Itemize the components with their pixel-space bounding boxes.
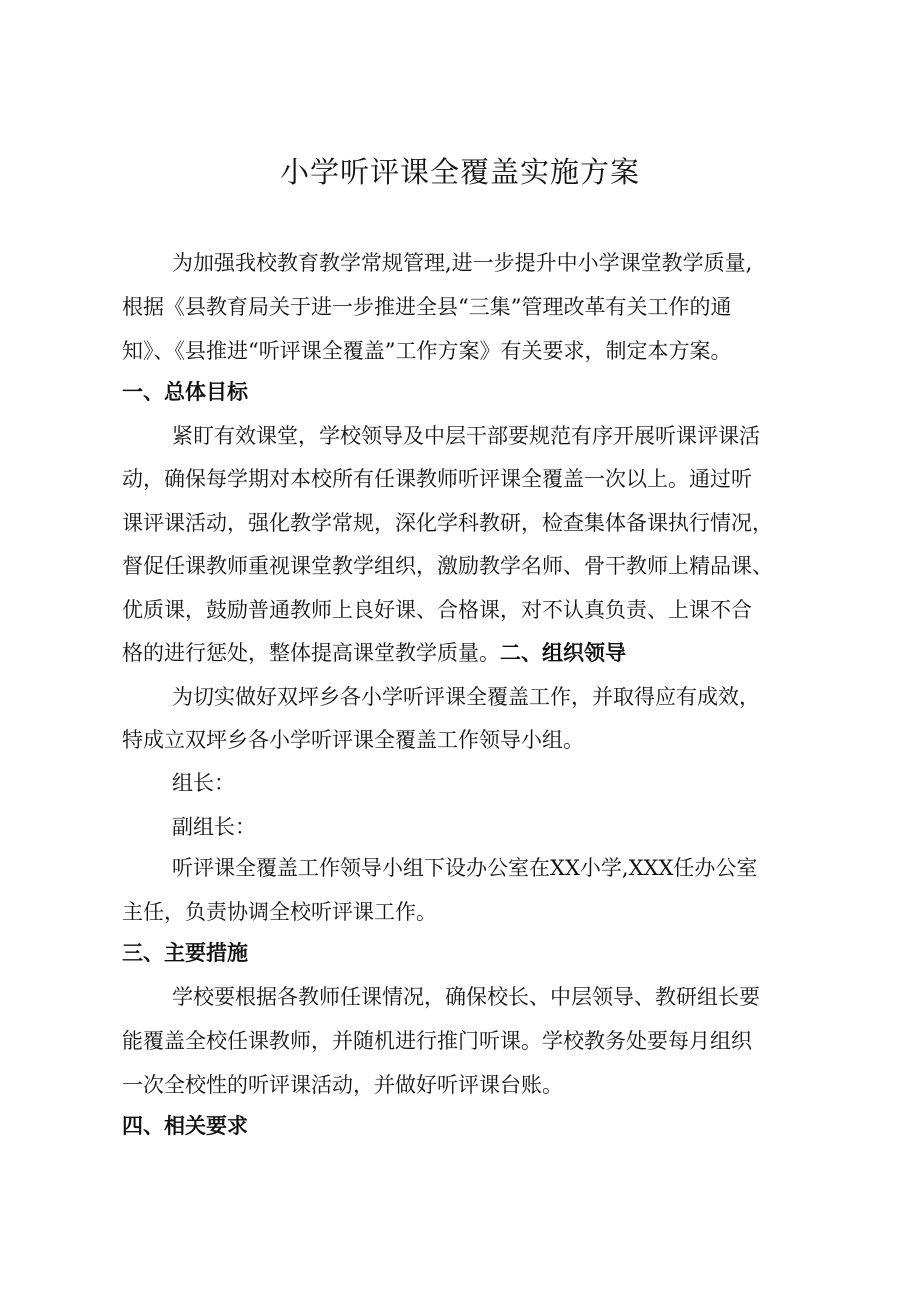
intro-line-1: 为加强我校教育教学常规管理,进一步提升中小学课堂教学质量,: [172, 251, 753, 275]
section-heading-requirements: 四、相关要求: [122, 1114, 248, 1138]
measures-line-1: 学校要根据各教师任课情况，确保校长、中层领导、教研组长要: [172, 985, 760, 1009]
goals-line-1: 紧盯有效课堂，学校领导及中层干部要规范有序开展听课评课活: [172, 424, 760, 448]
intro-line-2: 根据《县教育局关于进一步推进全县“三集”管理改革有关工作的通: [122, 295, 732, 319]
office-line-1: 听评课全覆盖工作领导小组下设办公室在XX小学,XXX任办公室: [172, 856, 758, 880]
organization-line-2: 特成立双坪乡各小学听评课全覆盖工作领导小组。: [122, 728, 584, 752]
goals-line-6: [122, 638, 822, 668]
intro-line-3: 知》、《县推进“听评课全覆盖”工作方案》有关要求，制定本方案。: [122, 339, 732, 363]
goals-line-4: 督促任课教师重视课堂教学组织，激励教学名师、骨干教师上精品课、: [122, 554, 773, 578]
goals-line-5: 优质课，鼓励普通教师上良好课、合格课，对不认真负责、上课不合: [122, 598, 752, 622]
measures-line-2: 能覆盖全校任课教师，并随机进行推门听课。学校教务处要每月组织: [122, 1029, 752, 1053]
office-line-2: 主任，负责协调全校听评课工作。: [122, 900, 437, 924]
leader-label: 组长：: [172, 771, 235, 795]
organization-line-1: 为切实做好双坪乡各小学听评课全覆盖工作，并取得应有成效，: [172, 685, 760, 709]
deputy-leader-label: 副组长：: [172, 815, 256, 839]
document-title: 小学听评课全覆盖实施方案: [279, 155, 640, 189]
goals-line-3: 课评课活动，强化教学常规，深化学科教研，检查集体备课执行情况，: [122, 511, 773, 535]
goals-line-6-text: 格的进行惩处，整体提高课堂教学质量。: [122, 641, 500, 665]
section-heading-organization: 二、组织领导: [500, 641, 626, 665]
measures-line-3: 一次全校性的听评课活动，并做好听评课台账。: [122, 1073, 563, 1097]
goals-line-2: 动，确保每学期对本校所有任课教师听评课全覆盖一次以上。通过听: [122, 467, 752, 491]
section-heading-goals: 一、总体目标: [122, 380, 248, 404]
section-heading-measures: 三、主要措施: [122, 941, 248, 965]
